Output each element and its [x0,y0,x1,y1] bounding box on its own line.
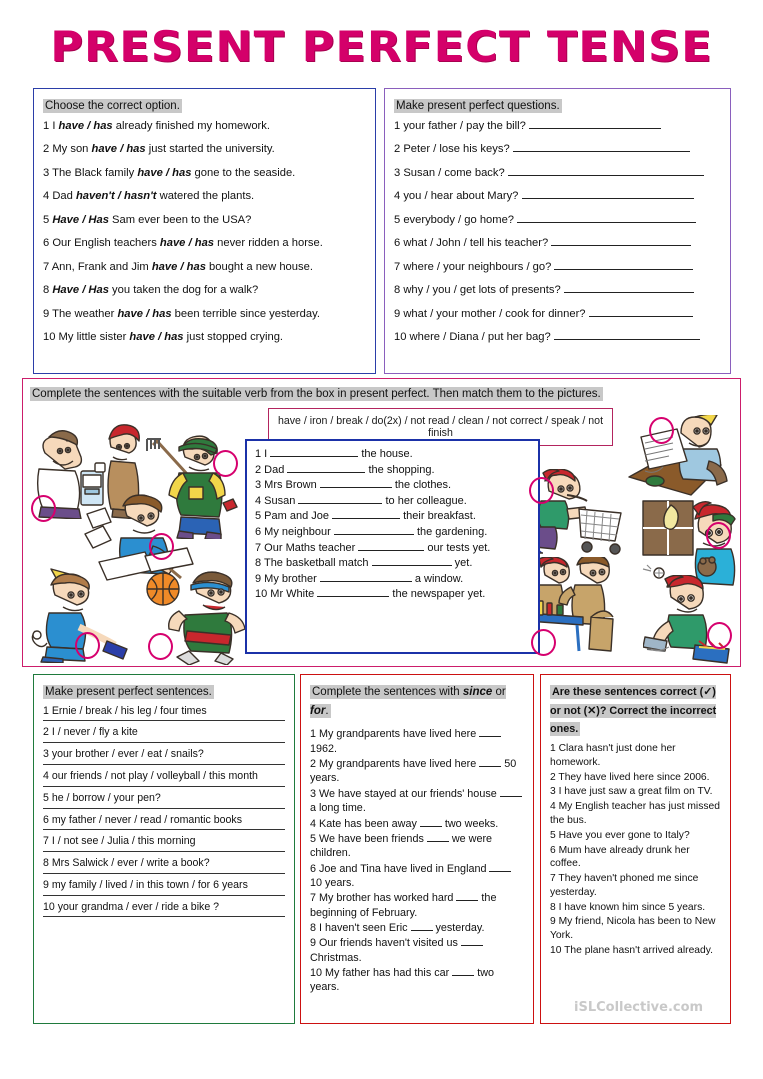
exercise2-items [394,119,721,345]
exercise3-item: 1 I the house. [255,448,413,460]
answer-blank[interactable] [554,330,700,340]
answer-blank[interactable] [420,817,442,827]
exercise3-item: 6 My neighbour the gardening. [255,526,488,539]
exercise4-item: 10 your grandma / ever / ride a bike ? [43,900,220,913]
option-choice[interactable]: Have / Has [52,284,109,297]
site-watermark: iSLCollective.com [574,1000,704,1015]
exercise5-item: 4 Kate has been away two weeks. [310,817,499,830]
exercise6-item: 1 Clara hasn't just done her homework. [550,742,676,768]
exercise3-item: 8 The basketball match yet. [255,557,473,570]
answer-blank[interactable] [522,189,694,199]
option-choice[interactable]: have / has [91,143,146,156]
answer-blank[interactable] [332,509,400,519]
exercise2-heading-line [394,96,721,115]
exercise6-items [550,742,721,958]
option-choice[interactable]: have / has [151,260,206,273]
exercise3-items [255,447,530,603]
exercise5-item: 5 We have been friends we were children. [310,832,493,860]
exercise2-heading: Make present perfect questions. [396,100,560,112]
exercise3-item: 3 Mrs Brown the clothes. [255,479,452,492]
exercise1-item: 3 The Black family have / has gone to the seaside. [43,166,296,179]
match-circle-2[interactable] [213,450,238,477]
exercise2-item: 2 Peter / lose his keys? [394,142,721,156]
match-circle-8[interactable] [706,522,731,549]
exercise2-item: 3 Susan / come back? [394,166,721,180]
exercise2-item: 4 you / hear about Mary? [394,189,721,203]
answer-blank[interactable] [479,727,501,737]
exercise4-item: 4 our friends / not play / volleyball / this month [43,769,258,782]
exercise5-item: 6 Joe and Tina have lived in England 10 years. [310,862,524,891]
exercise5-heading: Complete the sentences with since or for. [310,686,506,717]
exercise3-heading: Complete the sentences with the suitable verb from the box in present perfect. Then match them to the pictures. [32,388,601,400]
exercise3-heading-line [30,384,733,403]
match-circle-3[interactable] [149,533,174,560]
exercise6-item: 5 Have you ever gone to Italy? [550,829,690,841]
answer-blank[interactable] [372,556,452,566]
exercise3-sentence-box [245,439,540,654]
exercise3-item: 5 Pam and Joe their breakfast. [255,510,476,523]
exercise2-item: 8 why / you / get lots of presents? [394,283,721,297]
answer-rule[interactable] [43,742,285,743]
answer-blank[interactable] [456,891,478,901]
answer-blank[interactable] [564,283,694,293]
exercise6-item: 10 The plane hasn't arrived already. [550,945,714,957]
page-title: PRESENT PERFECT TENSE [50,22,713,71]
exercise2-item: 9 what / your mother / cook for dinner? [394,307,721,321]
exercise6-item: 8 I have known him since 5 years. [550,901,706,913]
answer-blank[interactable] [513,142,690,152]
exercise6-heading-line [550,682,721,738]
option-choice[interactable]: have / has [58,119,113,132]
exercise6-item: 2 They have lived here since 2006. [550,771,710,783]
exercise3-item: 10 Mr White the newspaper yet. [255,588,486,601]
exercise5-heading-line [310,682,524,719]
answer-blank[interactable] [551,236,691,246]
answer-blank[interactable] [452,966,474,976]
exercise3-item: 7 Our Maths teacher our tests yet. [255,541,491,554]
exercise-choose-correct-option [33,88,376,374]
answer-rule[interactable] [43,829,285,830]
answer-blank[interactable] [320,478,392,488]
exercise4-item: 7 I / not see / Julia / this morning [43,835,196,848]
exercise4-item: 8 Mrs Salwick / ever / write a book? [43,857,210,870]
match-circle-9[interactable] [531,629,556,656]
exercise4-item: 9 my family / lived / in this town / for 6 years [43,878,248,891]
exercise-correct-the-sentences [540,674,731,1024]
exercise5-item: 3 We have stayed at our friends' house a long time. [310,787,524,816]
exercise3-item: 9 My brother a window. [255,572,464,585]
exercise4-item: 2 I / never / fly a kite [43,726,138,739]
exercise6-item: 9 My friend, Nicola has been to New York. [550,916,716,942]
exercise1-heading: Choose the correct option. [45,100,180,112]
exercise4-items [43,705,285,918]
answer-rule[interactable] [43,720,285,721]
exercise-complete-and-match [22,378,741,667]
answer-rule[interactable] [43,786,285,787]
exercise2-item: 6 what / John / tell his teacher? [394,236,721,250]
answer-blank[interactable] [317,587,389,597]
answer-blank[interactable] [298,494,382,504]
answer-blank[interactable] [554,260,693,270]
exercise5-item: 2 My grandparents have lived here 50 years. [310,758,517,785]
exercise6-item: 6 Mum have already drunk her coffee. [550,844,690,870]
exercise1-item: 9 The weather have / has been terrible since yesterday. [43,307,320,320]
option-choice[interactable]: have / has [129,331,184,344]
answer-blank[interactable] [500,787,522,797]
exercise1-item: 4 Dad haven't / hasn't watered the plants. [43,190,255,203]
match-circle-4[interactable] [75,632,100,659]
exercise6-item: 7 They haven't phoned me since yesterday. [550,873,699,898]
answer-blank[interactable] [320,572,412,582]
exercise1-items [43,119,366,345]
option-choice[interactable]: Have / Has [52,213,109,226]
picture-woman-ironing [643,575,743,665]
answer-blank[interactable] [270,447,358,457]
exercise4-heading-line [43,682,285,701]
exercise2-item: 1 your father / pay the bill? [394,119,721,133]
exercise1-item: 5 Have / Has Sam ever been to the USA? [43,213,252,226]
page-title-area [0,0,763,76]
answer-blank[interactable] [287,463,365,473]
picture-man-reading-newspaper [623,415,737,509]
exercise5-item: 1 My grandparents have lived here 1962. [310,727,524,756]
answer-blank[interactable] [489,862,511,872]
exercise5-item: 8 I haven't seen Eric yesterday. [310,922,485,935]
exercise5-items [310,727,524,994]
answer-blank[interactable] [517,213,696,223]
answer-rule[interactable] [43,916,285,917]
answer-blank[interactable] [529,119,661,129]
answer-blank[interactable] [411,921,433,931]
exercise3-item: 2 Dad the shopping. [255,463,435,476]
answer-rule[interactable] [43,851,285,852]
match-circle-10[interactable] [707,622,732,649]
exercise-make-sentences [33,674,295,1024]
exercise1-item: 8 Have / Has you taken the dog for a walk? [43,284,259,297]
answer-blank[interactable] [334,525,414,535]
exercise2-item: 10 where / Diana / put her bag? [394,330,721,344]
exercise4-item: 5 he / borrow / your pen? [43,791,161,804]
match-circle-5[interactable] [148,633,173,660]
exercise5-item: 10 My father has had this car two years. [310,967,495,994]
exercise4-item: 6 my father / never / read / romantic books [43,813,243,826]
answer-rule[interactable] [43,873,285,874]
exercise2-item: 7 where / your neighbours / go? [394,260,721,274]
exercise6-heading: Are these sentences correct (✓) or not (✕)? Correct the incorrect ones. [550,686,717,736]
match-circle-7[interactable] [529,477,554,504]
match-circle-1[interactable] [31,495,56,522]
exercise6-item: 3 I have just saw a great film on TV. [550,786,713,798]
exercise6-item: 4 My English teacher has just missed the bus. [550,801,720,826]
option-choice[interactable]: haven't / hasn't [75,190,157,203]
option-choice[interactable]: have / has [137,166,192,179]
exercise5-item: 7 My brother has worked hard the beginning of February. [310,892,497,919]
exercise1-item: 10 My little sister have / has just stopped crying. [43,331,284,344]
verb-bank-text: have / iron / break / do(2x) / not read / clean / not correct / speak / not finish [277,415,604,439]
exercise1-item: 6 Our English teachers have / has never ridden a horse. [43,237,323,250]
exercise5-item: 9 Our friends haven't visited us Christmas. [310,936,524,965]
exercise4-item: 1 Ernie / break / his leg / four times [43,704,207,717]
exercise1-heading-line [43,96,366,115]
exercise1-item: 2 My son have / has just started the university. [43,143,275,156]
answer-rule[interactable] [43,764,285,765]
exercise1-item: 7 Ann, Frank and Jim have / has bought a new house. [43,260,313,273]
option-choice[interactable]: have / has [117,307,172,320]
exercise4-item: 3 your brother / ever / eat / snails? [43,748,204,761]
exercise-make-questions [384,88,731,374]
answer-blank[interactable] [589,307,693,317]
exercise-since-or-for [300,674,534,1024]
answer-blank[interactable] [479,757,501,767]
exercise2-item: 5 everybody / go home? [394,213,721,227]
answer-blank[interactable] [427,832,449,842]
answer-rule[interactable] [43,808,285,809]
option-choice[interactable]: have / has [159,237,215,250]
answer-blank[interactable] [461,936,483,946]
match-circle-6[interactable] [649,417,674,444]
exercise1-item: 1 I have / has already finished my homework. [43,119,270,132]
answer-rule[interactable] [43,895,285,896]
exercise3-item: 4 Susan to her colleague. [255,494,467,507]
exercise4-heading: Make present perfect sentences. [45,686,212,698]
answer-blank[interactable] [508,166,704,176]
answer-blank[interactable] [358,541,424,551]
